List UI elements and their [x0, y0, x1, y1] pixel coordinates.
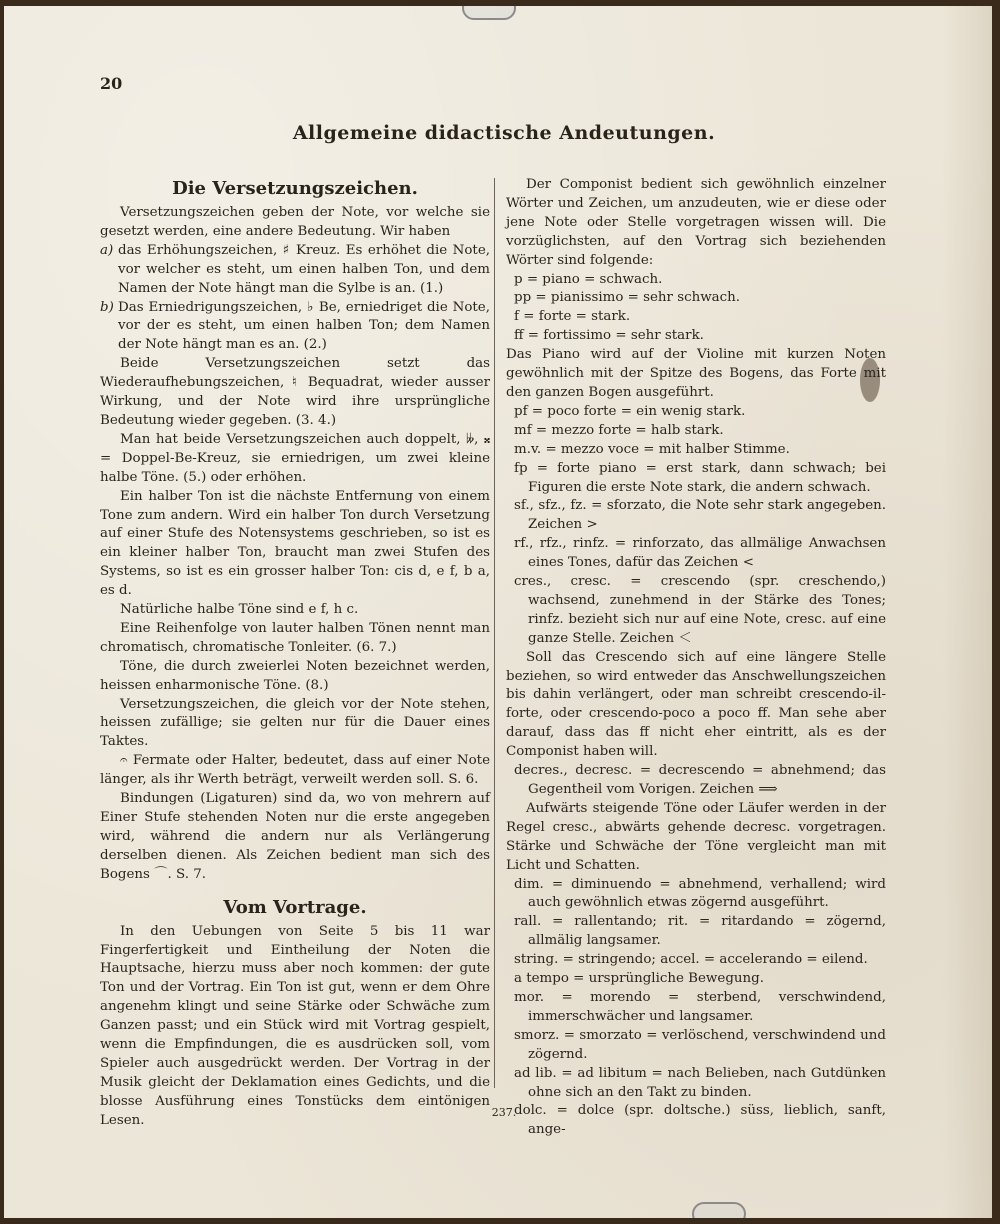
paragraph: Versetzungszeichen, die gleich vor der Note stehen, heissen zufällige; sie gelten nur für die Dauer eines Taktes.	[100, 696, 490, 750]
list-item: smorz. = smorzato = verlöschend, verschwindend und zögernd.	[514, 1027, 886, 1062]
item-label: b)	[100, 299, 114, 315]
list-item: pp = pianissimo = sehr schwach.	[514, 290, 741, 306]
list-item: mf = mezzo forte = halb stark.	[514, 422, 724, 438]
paragraph: Ein halber Ton ist die nächste Entfernung von einem Tone zum andern. Wird ein halber Ton durch Versetzung auf einer Stufe des Notensystems geschrieben, so ist es ein kleiner halber Ton, braucht man zwei Stufen des Systems, so ist es ein grosser halber Ton: cis d, e f, b a, es d.	[100, 488, 490, 599]
list-item: string. = stringendo; accel. = accelerando = eilend.	[514, 952, 868, 968]
terms-list	[506, 762, 886, 800]
list-item: rf., rfz., rinfz. = rinforzato, das allmälige Anwachsen eines Tones, dafür das Zeichen <	[514, 536, 886, 571]
paragraph: Bindungen (Ligaturen) sind da, wo von mehrern auf Einer Stufe stehenden Noten nur die erste angegeben wird, während die andern nur als Verlängerung derselben dienen. Als Zeichen bedient man sich des Bogens ⌒. S. 7.	[100, 791, 490, 882]
list-item: ff = fortissimo = sehr stark.	[514, 328, 704, 344]
item-label: a)	[100, 242, 114, 258]
column-divider	[494, 178, 495, 1088]
terms-list	[506, 876, 886, 1141]
section-heading-versetzungszeichen: Die Versetzungszeichen.	[172, 178, 418, 199]
paragraph: Eine Reihenfolge von lauter halben Tönen nennt man chromatisch, chromatische Tonleiter. (6. 7.)	[100, 620, 490, 655]
intro-paragraph: Der Componist bedient sich gewöhnlich einzelner Wörter und Zeichen, um anzudeuten, wie er diese oder jene Note oder Stelle vorgetragen wissen will. Die vorzüglichsten, auf den Vortrag sich beziehenden Wörter sind folgende:	[506, 177, 886, 268]
list-item: decres., decresc. = decrescendo = abnehmend; das Gegentheil vom Vorigen. Zeichen ⟹	[514, 763, 886, 797]
paper-clip-top	[462, 6, 516, 20]
list-item: cres., cresc. = crescendo (spr. creschendo,) wachsend, zunehmend in der Stärke des Tones; rinfz. bezieht sich nur auf eine Note, cresc. auf eine ganze Stelle. Zeichen ＜	[514, 574, 886, 646]
vortrag-paragraph: In den Uebungen von Seite 5 bis 11 war Fingerfertigkeit und Eintheilung der Noten die Hauptsache, hierzu muss aber noch kommen: der gute Ton und der Vortrag. Ein Ton ist gut, wenn er dem Ohre angenehm klingt und seine Stärke oder Schwäche zum Ganzen passt; und ein Stück wird mit Vortrag gespielt, wenn die Empfindungen, die es ausdrücken soll, vom Spieler auch ausgedrückt werden. Der Vortrag in der Musik gleicht der Deklamation eines Gedichts, und die blosse Ausführung eines Tonstücks dem eintönigen Lesen.	[100, 923, 490, 1128]
list-item: mor. = morendo = sterbend, verschwindend, immerschwächer und langsamer.	[514, 989, 886, 1024]
section-heading-vortrag: Vom Vortrage.	[223, 896, 367, 918]
list-item: p = piano = schwach.	[514, 271, 663, 287]
paragraph: Soll das Crescendo sich auf eine längere Stelle beziehen, so wird entweder das Anschwellungszeichen bis dahin verlängert, oder man schreibt crescendo-il-forte, oder crescendo-poco a poco ff. Man sehe aber darauf, dass das ff nicht eher eintritt, als es der Componist haben will.	[506, 649, 886, 760]
item-text: das Erhöhungszeichen, ♯ Kreuz. Es erhöhet die Note, vor welcher es steht, um einen halben Ton, und dem Namen der Note hängt man die Sylbe is an. (1.)	[118, 242, 490, 296]
list-item: dolc. = dolce (spr. doltsche.) süss, lieblich, sanft, ange-	[514, 1103, 886, 1138]
paper-clip-bottom	[692, 1202, 746, 1218]
list-item: ad lib. = ad libitum = nach Belieben, nach Gutdünken ohne sich an den Takt zu binden.	[514, 1065, 886, 1100]
footer-plate-number: 237.	[491, 1106, 517, 1119]
item-text: Das Erniedrigungszeichen, ♭ Be, erniedriget die Note, vor der es steht, um einen halben Ton; dem Namen der Note hängt man es an. (2.)	[118, 299, 490, 353]
page-edge-shading	[942, 6, 992, 1218]
list-item: dim. = diminuendo = abnehmend, verhallend; wird auch gewöhnlich etwas zögernd ausgeführt.	[514, 876, 886, 911]
left-column	[100, 176, 490, 1131]
page-number: 20	[100, 74, 123, 93]
right-column	[506, 176, 886, 1140]
list-item: a tempo = ursprüngliche Bewegung.	[514, 971, 764, 987]
list-item	[100, 299, 490, 356]
paragraph: Töne, die durch zweierlei Noten bezeichnet werden, heissen enharmonische Töne. (8.)	[100, 658, 490, 693]
paragraph: 𝄐 Fermate oder Halter, bedeutet, dass auf einer Note länger, als ihr Werth beträgt, verweilt werden soll. S. 6.	[100, 753, 490, 788]
list-item: fp = forte piano = erst stark, dann schwach; bei Figuren die erste Note stark, die andern schwach.	[514, 460, 886, 495]
terms-list	[506, 403, 886, 649]
page-title: Allgemeine didactische Andeutungen.	[292, 122, 716, 144]
paragraph: Beide Versetzungszeichen setzt das Wiederaufhebungszeichen, ♮ Bequadrat, wieder ausser Wirkung, und der Note wird ihre ursprüngliche Bedeutung wieder gegeben. (3. 4.)	[100, 356, 490, 428]
dynamics-list	[506, 271, 886, 347]
list-item: m.v. = mezzo voce = mit halber Stimme.	[514, 441, 790, 457]
list-item: rall. = rallentando; rit. = ritardando = zögernd, allmälig langsamer.	[514, 914, 886, 949]
paragraph: Das Piano wird auf der Violine mit kurzen Noten gewöhnlich mit der Spitze des Bogens, das Forte mit den ganzen Bogen ausgeführt.	[506, 347, 886, 400]
list-item: sf., sfz., fz. = sforzato, die Note sehr stark angegeben. Zeichen >	[514, 498, 886, 533]
list-item: f = forte = stark.	[514, 309, 631, 325]
score-page	[4, 6, 992, 1218]
paragraph: Natürliche halbe Töne sind e f, h c.	[120, 602, 359, 618]
list-item	[100, 242, 490, 299]
list-item: pf = poco forte = ein wenig stark.	[514, 403, 746, 419]
intro-paragraph: Versetzungszeichen geben der Note, vor welche sie gesetzt werden, eine andere Bedeutung. Wir haben	[100, 205, 490, 239]
paragraph: Aufwärts steigende Töne oder Läufer werden in der Regel cresc., abwärts gehende decresc. vorgetragen. Stärke und Schwäche der Töne vergleicht man mit Licht und Schatten.	[506, 800, 886, 873]
paragraph: Man hat beide Versetzungszeichen auch doppelt, 𝄫, 𝄪 = Doppel-Be-Kreuz, sie erniedrigen, um zwei kleine halbe Töne. (5.) oder erhöhen.	[100, 431, 490, 485]
